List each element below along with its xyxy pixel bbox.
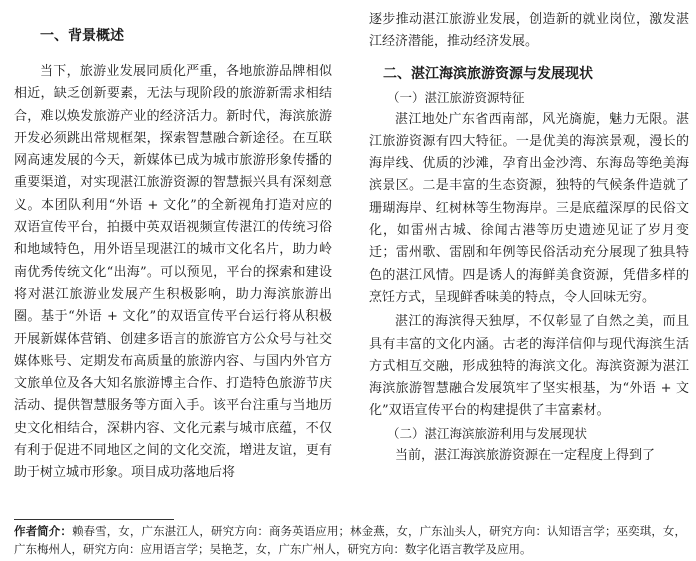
- background-paragraph: 当下，旅游业发展同质化严重，各地旅游品牌相似相近，缺乏创新要素，无法与现阶段的旅游新需求相结合，难以焕发旅游产业的经济活力。新时代，海滨旅游开发必须跳出常规框架，探索智慧融合新途径。在互联网高速发展的今天，新媒体已成为城市旅游形象传播的重要渠道，对实现湛江旅游资源的智慧振兴具有深刻意义。本团队利用“外语 + 文化”的全新视角打造对应的双语宣传平台，拍摄中英双语视频宣传湛江的传统习俗和地域特色，用外语呈现湛江的城市文化名片，助力岭南优秀传统文化“出海”。可以预见，平台的探索和建设将对湛江旅游业发展产生积极影响，助力海滨旅游出圈。基于“外语 + 文化”的双语宣传平台运行将从积极开展新媒体营销、创建多语言的旅游官方公众号与社交媒体账号、定期发布高质量的旅游内容、与国内外官方文旅单位及各大知名旅游博主合作、打造特色旅游节庆活动、提供智慧服务等方面入手。该平台注重与当地历史文化相结合，深耕内容、文化元素与城市底蕴，不仅有利于促进不同地区之间的文化交流，增进友谊，更有助于树立城市形象。项目成功落地后将: [14, 64, 332, 481]
- continued-paragraph: 逐步推动湛江旅游业发展，创造新的就业岗位，激发湛江经济潜能，推动经济发展。: [369, 12, 689, 50]
- section-heading-background: 一、背景概述: [40, 28, 124, 44]
- resource-features-paragraph: 湛江地处广东省西南部，风光旖旎，魅力无限。湛江旅游资源有四大特征。一是优美的海滨景观，漫长的海岸线、优质的沙滩，孕育出金沙湾、东海岛等绝美海滨景区。二是丰富的生态资源，独特的气候条件造就了珊瑚海岸、红树林等生物海岸。三是底蕴深厚的民俗文化，如雷州古城、徐闻古港等历史遗迹见证了岁月变迁；雷州歌、雷剧和年例等民俗活动充分展现了独具特色的湛江风情。四是诱人的海鲜美食资源，凭借多样的烹饪方式，呈现鲜香味美的特点，令人回味无穷。: [369, 111, 689, 305]
- footnote-rule: [14, 519, 174, 520]
- coastal-culture-paragraph: 湛江的海滨得天独厚，不仅彰显了自然之美，而且具有丰富的文化内涵。古老的海洋信仰与现代海滨生活方式相互交融，形成独特的海滨文化。海滨资源为湛江海滨旅游智慧融合发展筑牢了坚实根基，为“外语 + 文化”双语宣传平台的构建提供了丰富素材。: [369, 314, 689, 419]
- footnote-label: 作者简介：: [14, 524, 72, 538]
- subheading-resource-features: （一）湛江旅游资源特征: [387, 89, 525, 105]
- footnote-text: 赖春雪，女，广东湛江人，研究方向：商务英语应用；林金燕，女，广东汕头人，研究方向：认知语言学；巫奕琪，女，广东梅州人，研究方向：应用语言学；吴艳芝，女，广东广州人，研究方向：数字化语言教学及应用。: [14, 524, 687, 556]
- author-footnote: [14, 522, 686, 558]
- subheading-utilization-status: （二）湛江海滨旅游利用与发展现状: [387, 425, 588, 441]
- utilization-paragraph: 当前，湛江海滨旅游资源在一定程度上得到了: [395, 447, 656, 463]
- section-heading-resources: 二、湛江海滨旅游资源与发展现状: [383, 65, 593, 82]
- left-column: [14, 0, 332, 485]
- right-column: [369, 0, 689, 467]
